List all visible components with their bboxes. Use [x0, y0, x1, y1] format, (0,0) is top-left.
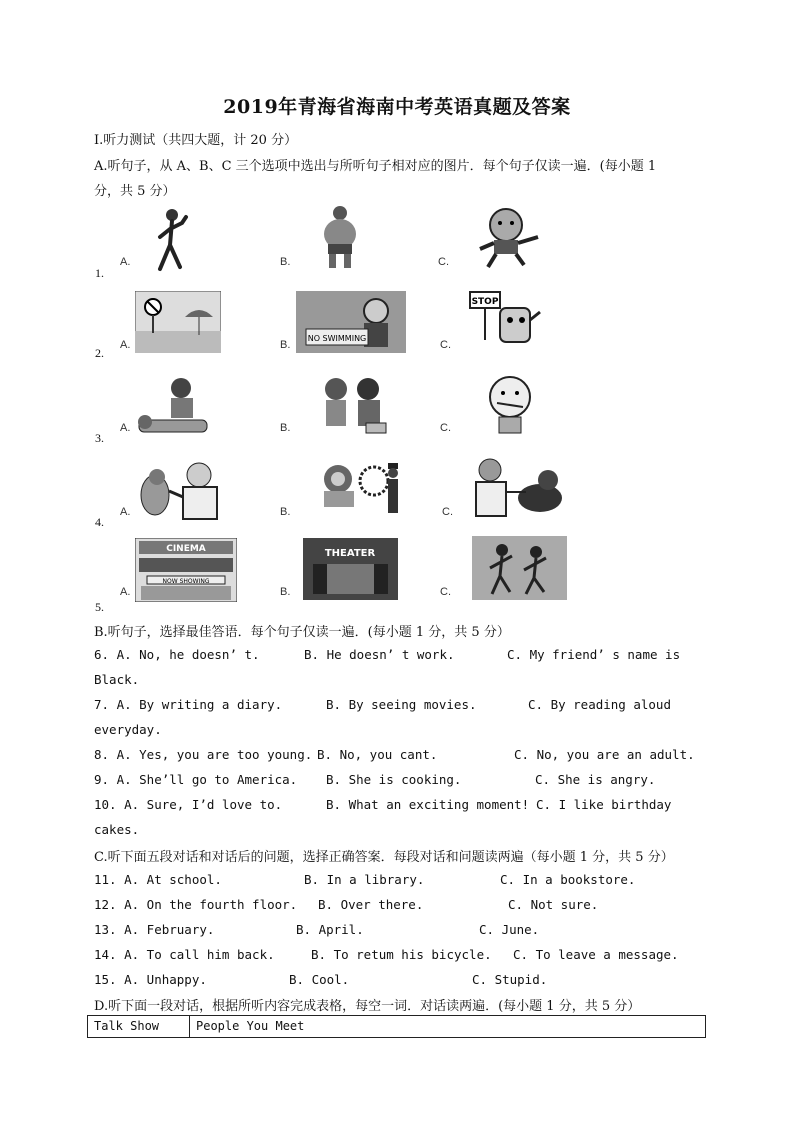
option-label-a: A. — [120, 506, 131, 518]
question-row — [94, 647, 714, 667]
no-swimming-sign-text: NO SWIMMING — [307, 334, 367, 343]
option-a: 14. A. To call him back. — [94, 947, 275, 962]
option-b: B. He doesn’ t work. — [304, 647, 455, 662]
table-cell-talk-show: Talk Show — [88, 1016, 190, 1037]
circus-lion-picture — [314, 457, 404, 519]
no-swimming-picture — [296, 291, 406, 353]
part-a-instruction-cont: 分，共 5 分） — [94, 184, 176, 199]
heavy-person-picture — [315, 204, 365, 270]
question-number: 4. — [95, 515, 104, 529]
option-a: 10. A. Sure, I’d love to. — [94, 797, 283, 812]
answer-table — [87, 1015, 706, 1038]
first-aid-picture — [135, 376, 211, 436]
option-c: C. Not sure. — [508, 897, 599, 912]
option-c: C. I like birthday — [536, 797, 672, 812]
question-row — [94, 697, 714, 717]
option-a: 7. A. By writing a diary. — [94, 697, 283, 712]
walking-person-picture — [150, 207, 195, 272]
option-a: 12. A. On the fourth floor. — [94, 897, 298, 912]
option-a: 8. A. Yes, you are too young. — [94, 747, 313, 762]
question-row — [94, 947, 714, 967]
question-number: 5. — [95, 600, 104, 614]
runners-picture — [472, 536, 567, 600]
option-label-c: C. — [438, 256, 449, 268]
option-a: 9. A. She’ll go to America. — [94, 772, 298, 787]
table-cell-people-you-meet: People You Meet — [196, 1019, 305, 1033]
option-c: C. June. — [479, 922, 540, 937]
option-c: C. In a bookstore. — [500, 872, 636, 887]
option-c: C. To leave a message. — [513, 947, 679, 962]
question-row — [94, 797, 714, 817]
question-row — [94, 747, 714, 767]
option-b: B. What an exciting moment! — [326, 797, 530, 812]
page-title: 2019年青海省海南中考英语真题及答案 — [223, 96, 571, 118]
option-c: C. By reading aloud — [528, 697, 671, 712]
stop-sign-text: STOP — [471, 297, 499, 307]
option-a: 13. A. February. — [94, 922, 215, 937]
option-label-b: B. — [280, 506, 291, 518]
option-label-c: C. — [440, 586, 451, 598]
question-number: 3. — [95, 431, 104, 445]
two-boys-picture — [316, 375, 391, 437]
question-row — [94, 922, 714, 942]
option-c-continued: everyday. — [94, 722, 162, 737]
option-b: B. No, you cant. — [317, 747, 438, 762]
option-label-c: C. — [440, 422, 451, 434]
vet-with-dog-picture — [470, 456, 575, 520]
option-c: C. She is angry. — [535, 772, 656, 787]
now-showing-sign-text: NOW SHOWING — [162, 578, 210, 585]
question-row-wrap — [94, 822, 714, 842]
option-label-b: B. — [280, 256, 291, 268]
option-c: C. No, you are an adult. — [514, 747, 695, 762]
option-b: B. By seeing movies. — [326, 697, 477, 712]
option-label-b: B. — [280, 339, 291, 351]
question-row — [94, 772, 714, 792]
question-row — [94, 872, 714, 892]
question-row-wrap — [94, 722, 714, 742]
theater-picture — [303, 538, 398, 600]
question-number: 1. — [95, 266, 104, 280]
option-c: C. Stupid. — [472, 972, 548, 987]
question-row — [94, 897, 714, 917]
cinema-picture — [135, 538, 237, 602]
part-d-instruction: D.听下面一段对话，根据所听内容完成表格，每空一词．对话读两遍．(每小题 1 分，共 5 分） — [94, 999, 641, 1014]
option-b: B. Cool. — [289, 972, 350, 987]
option-label-c: C. — [442, 506, 453, 518]
question-number: 2. — [95, 346, 104, 360]
option-label-b: B. — [280, 422, 291, 434]
question-row — [94, 972, 714, 992]
cinema-sign-text: CINEMA — [166, 544, 206, 554]
option-c-continued: Black. — [94, 672, 140, 687]
theater-sign-text: THEATER — [324, 548, 376, 559]
running-boy-picture — [470, 205, 548, 269]
beach-sign-picture — [135, 291, 221, 353]
section-heading: Ⅰ.听力测试（共四大题，计 20 分） — [94, 133, 298, 148]
option-c: C. My friend’ s name is — [507, 647, 681, 662]
option-a: 6. A. No, he doesn’ t. — [94, 647, 260, 662]
option-label-a: A. — [120, 256, 131, 268]
part-b-instruction: B.听句子，选择最佳答语．每个句子仅读一遍．(每小题 1 分，共 5 分） — [94, 625, 510, 640]
option-c-continued: cakes. — [94, 822, 140, 837]
option-a: 15. A. Unhappy. — [94, 972, 207, 987]
option-b: B. In a library. — [304, 872, 425, 887]
sick-boy-picture — [475, 373, 545, 437]
option-b: B. April. — [296, 922, 364, 937]
option-label-a: A. — [120, 422, 131, 434]
option-label-c: C. — [440, 339, 451, 351]
option-label-a: A. — [120, 339, 131, 351]
stop-sign-picture — [468, 290, 544, 352]
option-b: B. To retum his bicycle. — [311, 947, 492, 962]
part-c-instruction: C.听下面五段对话和对话后的问题，选择正确答案．每段对话和问题读两遍（每小题 1 分，共 5 分） — [94, 850, 674, 865]
question-row-wrap — [94, 672, 714, 692]
option-b: B. Over there. — [318, 897, 424, 912]
option-label-a: A. — [120, 586, 131, 598]
option-label-b: B. — [280, 586, 291, 598]
option-a: 11. A. At school. — [94, 872, 222, 887]
option-b: B. She is cooking. — [326, 772, 462, 787]
part-a-instruction: A.听句子，从 A、B、C 三个选项中选出与所听句子相对应的图片．每个句子仅读一遍．(每小题 1 — [94, 159, 657, 174]
parrot-picture — [133, 457, 233, 523]
